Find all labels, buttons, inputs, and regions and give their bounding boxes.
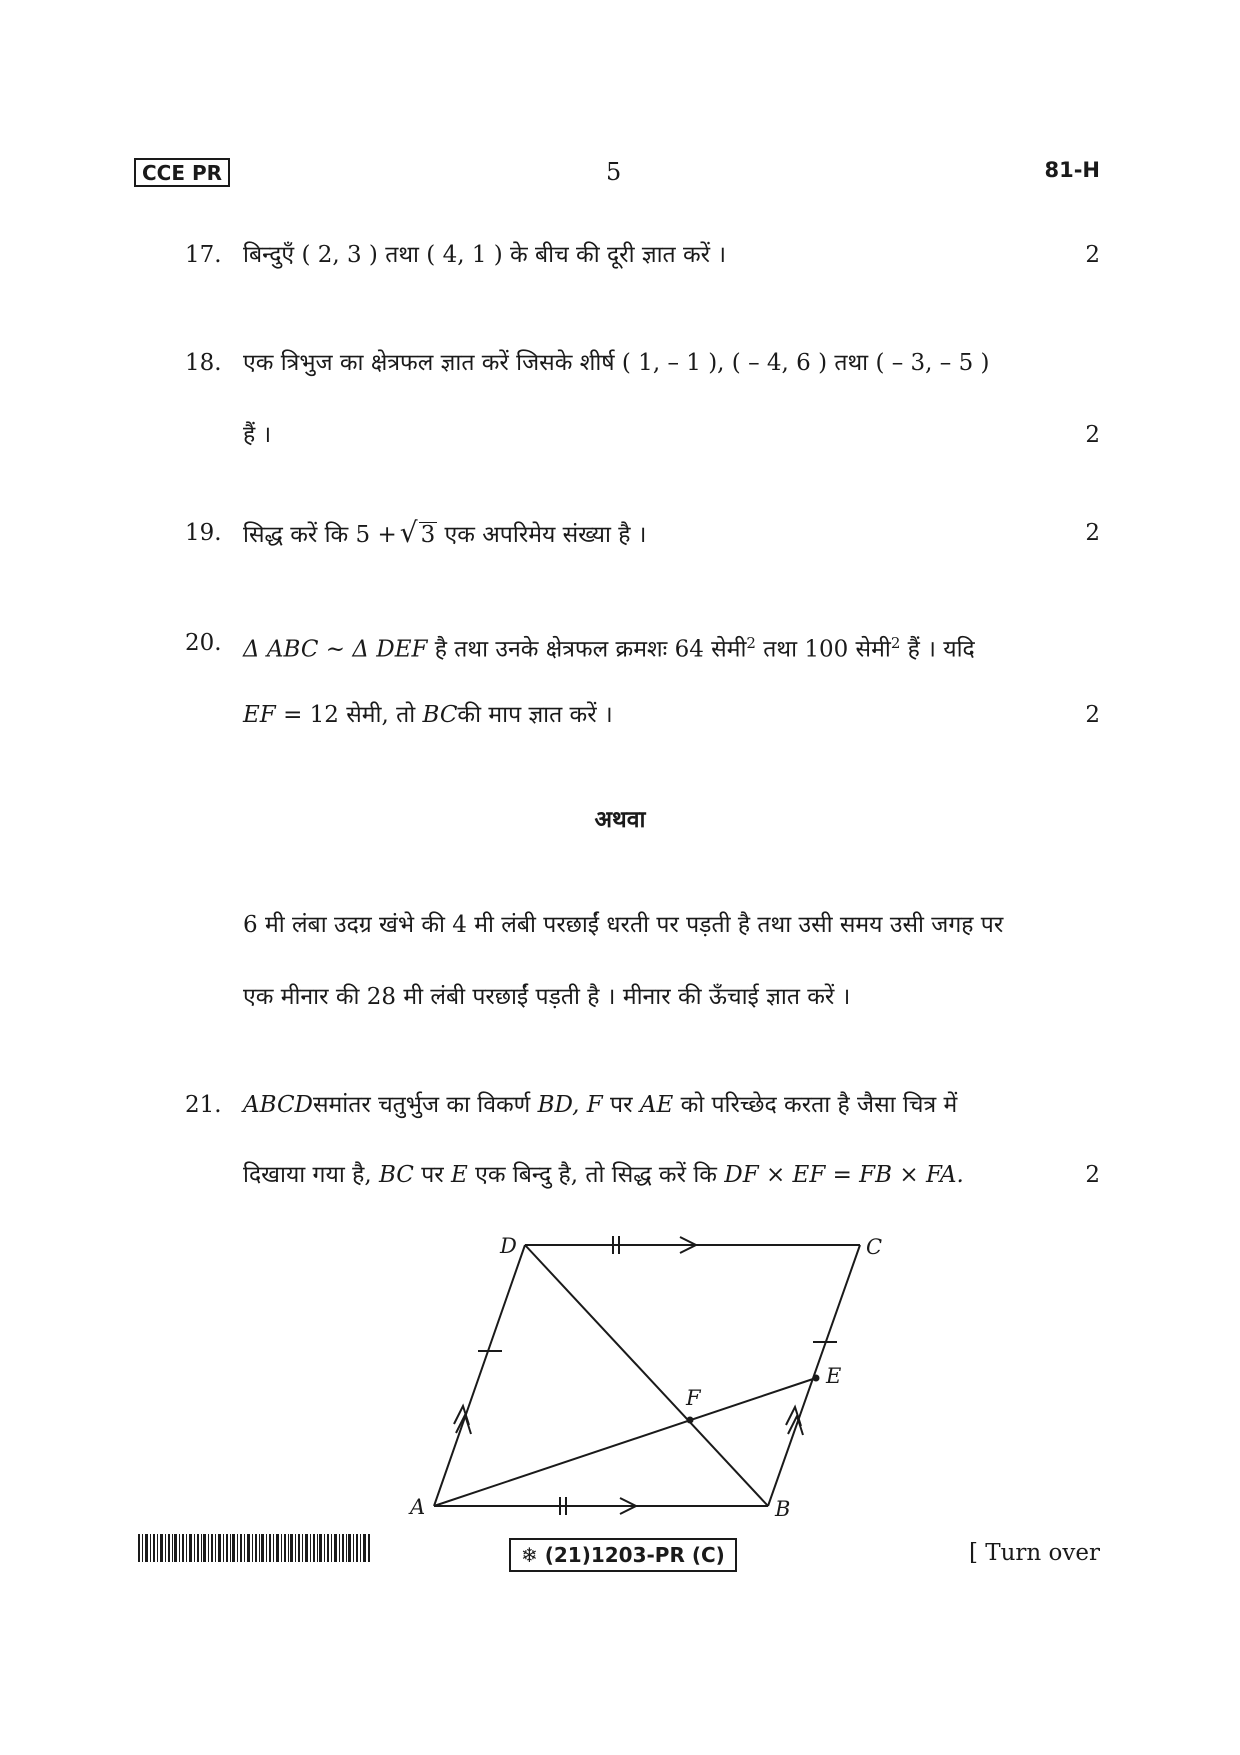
q19-marks: 2 (1085, 520, 1100, 546)
q20-similar-triangles: Δ ABC ~ Δ DEF (243, 636, 428, 663)
turn-over: [ Turn over (968, 1540, 1100, 1566)
q21-marks: 2 (1085, 1162, 1100, 1188)
q20-alt-line2: एक मीनार की 28 मी लंबी परछाईं पड़ती है । मीनार की ऊँचाई ज्ञात करें । (243, 984, 851, 1010)
q18-text-line1: एक त्रिभुज का क्षेत्रफल ज्ञात करें जिसके शीर्ष ( 1, – 1 ), ( – 4, 6 ) तथा ( – 3, – 5 ) (243, 350, 990, 376)
q18-number: 18. (185, 350, 222, 376)
point-e (813, 1375, 820, 1382)
q21-t2: पर (610, 1092, 633, 1118)
q19-post: एक अपरिमेय संख्या है । (444, 522, 647, 548)
footer-code-box: ❄ (21)1203-PR (C) (509, 1538, 737, 1572)
q20-marks: 2 (1085, 702, 1100, 728)
q21-number: 21. (185, 1092, 222, 1118)
q21-ae: AE (639, 1092, 674, 1118)
label-b: B (775, 1497, 791, 1521)
or-label: अथवा (594, 806, 646, 833)
q19-radicand: 3 (420, 522, 436, 548)
q20-ask: की माप ज्ञात करें । (457, 702, 613, 728)
q20-alt-line1: 6 मी लंबा उदग्र खंभे की 4 मी लंबी परछाईं धरती पर पड़ती है तथा उसी समय उसी जगह पर (243, 912, 1004, 938)
q21-prove: DF × EF = FB × FA. (724, 1162, 964, 1188)
q21-t5: पर (421, 1162, 444, 1188)
q20-number: 20. (185, 630, 222, 656)
label-c: C (866, 1235, 883, 1259)
q20-area-text2: तथा 100 सेमी (763, 636, 891, 663)
q18-text-line2: हैं । (243, 422, 272, 448)
paper-code: 81-H (1044, 158, 1100, 182)
q21-t1: समांतर चतुर्भुज का विकर्ण (312, 1092, 531, 1118)
q19-number: 19. (185, 520, 222, 546)
diagonal-bd (525, 1245, 768, 1506)
exam-code-box: CCE PR (134, 158, 230, 187)
side-ad (434, 1245, 525, 1506)
q20-sup2: 2 (890, 634, 901, 652)
label-f: F (686, 1386, 701, 1410)
q21-bd-f: BD, F (537, 1092, 603, 1118)
q17-text: बिन्दुएँ ( 2, 3 ) तथा ( 4, 1 ) के बीच की दूरी ज्ञात करें । (243, 242, 727, 268)
q21-t6: एक बिन्दु है, तो सिद्ध करें कि (475, 1162, 717, 1188)
segment-ae (434, 1378, 816, 1506)
q17-marks: 2 (1085, 242, 1100, 268)
label-e: E (826, 1364, 842, 1388)
q20-area-text: है तथा उनके क्षेत्रफल क्रमशः 64 सेमी (434, 636, 747, 663)
arrow-ad-2 (456, 1415, 471, 1434)
barcode (138, 1534, 370, 1562)
q21-e: E (451, 1162, 468, 1188)
q20-ef: EF (243, 702, 276, 728)
sqrt-sign: √ (399, 516, 418, 549)
page-number: 5 (606, 158, 622, 186)
q18-marks: 2 (1085, 422, 1100, 448)
q21-t3: को परिच्छेद करता है जैसा चित्र में (680, 1092, 958, 1118)
point-f (687, 1417, 694, 1424)
q19-pre: सिद्ध करें कि 5 + (243, 522, 397, 548)
q21-bc: BC (378, 1162, 414, 1188)
q17-number: 17. (185, 242, 222, 268)
q20-if-text: हैं । यदि (907, 636, 975, 663)
q20-sup1: 2 (746, 634, 756, 652)
label-a: A (410, 1495, 426, 1519)
q21-abcd: ABCD (243, 1092, 313, 1118)
q20-ef-value: = 12 सेमी, तो (283, 702, 416, 728)
q21-t4: दिखाया गया है, (243, 1162, 372, 1188)
q20-bc: BC (422, 702, 458, 728)
label-d: D (500, 1234, 517, 1258)
